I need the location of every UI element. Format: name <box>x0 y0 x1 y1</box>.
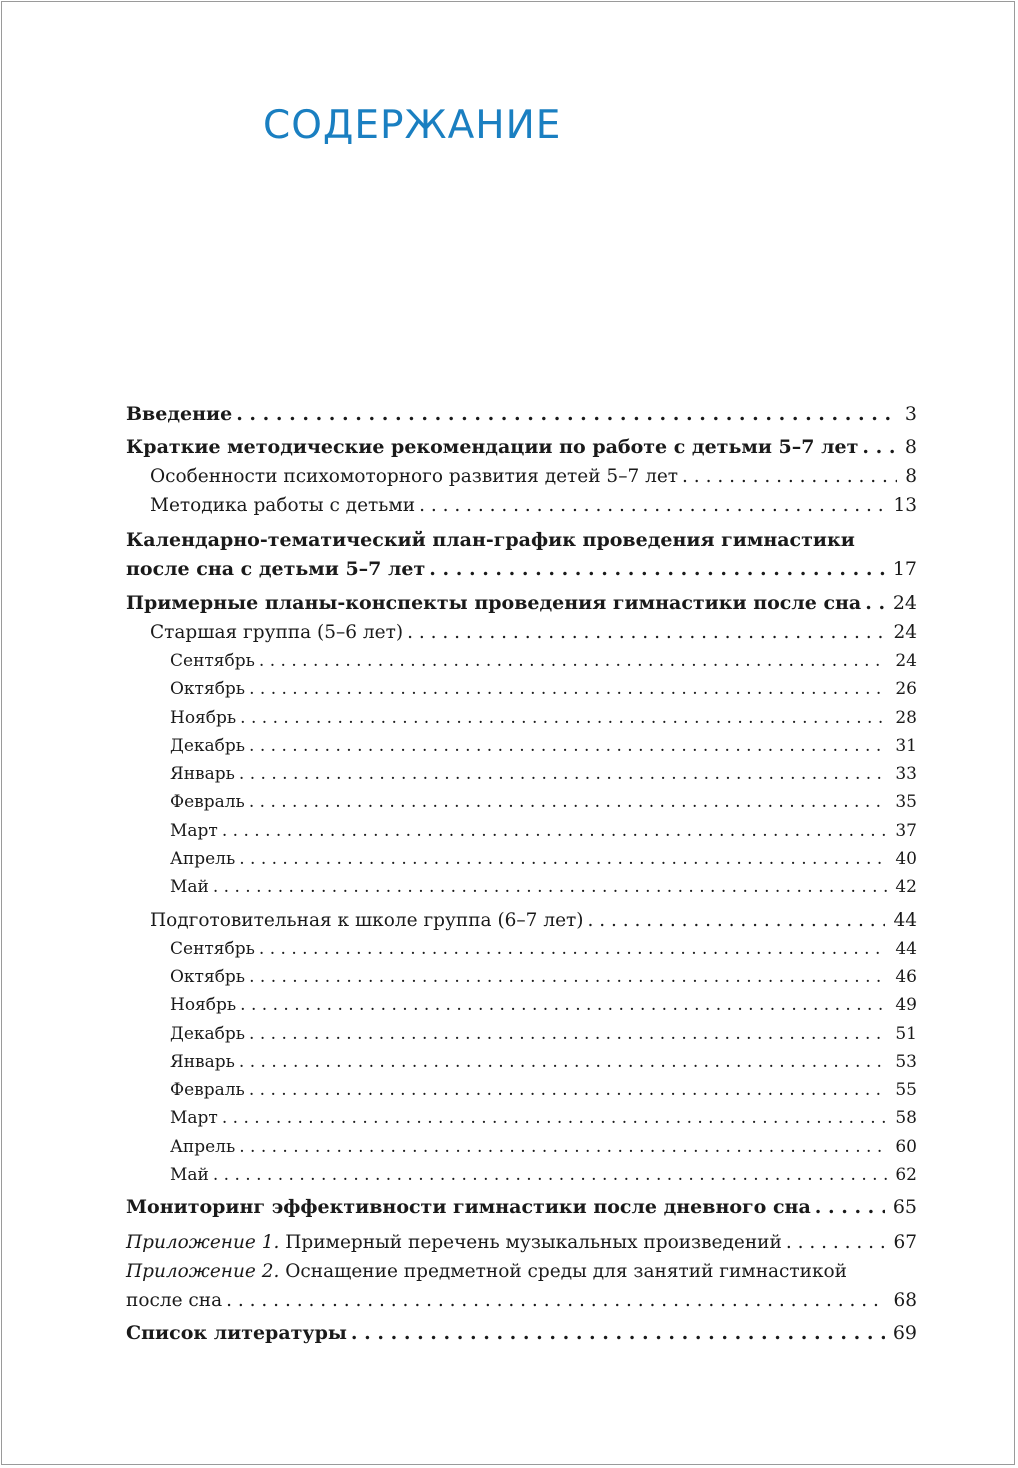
toc-entry-psychomotor[interactable] <box>126 462 917 491</box>
leader-dots <box>240 991 887 1019</box>
leader-dots <box>588 906 886 935</box>
toc-month-entry[interactable] <box>126 817 917 845</box>
leader-dots <box>222 1104 888 1132</box>
page-title: СОДЕРЖАНИЕ <box>263 103 562 148</box>
toc-entry-plan[interactable] <box>126 555 917 584</box>
toc-entry-references[interactable] <box>126 1319 917 1348</box>
toc-month-entry[interactable] <box>126 704 917 732</box>
toc-page-number: 8 <box>905 466 917 487</box>
toc-entry-text: Список литературы <box>126 1322 347 1345</box>
toc-page-number: 55 <box>895 1080 917 1101</box>
toc-entry-text: Мониторинг эффективности гимнастики после дневного сна <box>126 1196 811 1219</box>
toc-page-number: 24 <box>892 592 917 614</box>
toc-page-number: 60 <box>895 1136 917 1157</box>
toc-entry-text <box>126 1228 782 1257</box>
toc-entry-text: Подготовительная к школе группа (6–7 лет) <box>150 909 584 931</box>
appendix-label: Приложение 2. <box>126 1261 280 1283</box>
toc-entry-appendix-1[interactable] <box>126 1228 917 1257</box>
toc-entry-plan-line1[interactable]: Календарно-тематический план-график проведения гимнастики <box>126 529 855 551</box>
toc-entry-monitoring[interactable] <box>126 1193 917 1222</box>
toc-entry-appendix-2[interactable] <box>126 1286 917 1315</box>
toc-entry-text: после сна <box>126 1290 223 1312</box>
toc-entry-text: Октябрь <box>170 966 246 987</box>
toc-month-entry[interactable] <box>126 1048 917 1076</box>
toc-month-entry[interactable] <box>126 963 917 991</box>
toc-entry-text: Сентябрь <box>170 938 255 959</box>
leader-dots <box>259 935 887 963</box>
leader-dots <box>815 1193 885 1222</box>
leader-dots <box>249 963 887 991</box>
toc-entry-text: Февраль <box>170 1080 245 1101</box>
toc-entry-recommendations[interactable] <box>126 433 917 462</box>
toc-page-number: 58 <box>895 1108 917 1129</box>
toc-page-number: 37 <box>895 820 917 841</box>
toc-page-number: 44 <box>893 909 917 931</box>
leader-dots <box>249 788 888 816</box>
toc-page-number: 26 <box>895 679 917 700</box>
toc-month-entry[interactable] <box>126 1161 917 1189</box>
toc-page-number: 24 <box>893 622 917 643</box>
toc-entry-text: Сентябрь <box>170 651 255 671</box>
toc-entry-text: Примерные планы-конспекты проведения гимнастики после сна <box>126 592 862 614</box>
leader-dots <box>240 704 887 732</box>
toc-page-number: 13 <box>893 495 917 516</box>
toc-entry-appendix-2-line1[interactable] <box>126 1257 917 1286</box>
leader-dots <box>862 433 897 462</box>
toc-entry-text: Введение <box>126 403 233 425</box>
toc-month-entry[interactable] <box>126 760 917 788</box>
toc-month-entry[interactable] <box>126 935 917 963</box>
appendix-label: Приложение 1. <box>126 1232 280 1254</box>
toc-page-number: 53 <box>895 1051 917 1072</box>
leader-dots <box>226 1286 885 1315</box>
toc-entry-text: Январь <box>170 764 235 785</box>
leader-dots <box>419 491 885 520</box>
leader-dots <box>239 1133 887 1161</box>
toc-entry-text: Методика работы с детьми <box>150 495 416 516</box>
toc-page-number: 69 <box>892 1322 917 1345</box>
toc-page-number: 51 <box>895 1023 917 1044</box>
toc-entry-text: Апрель <box>170 1136 236 1157</box>
toc-page-number: 44 <box>895 938 917 959</box>
leader-dots <box>249 732 887 760</box>
toc-entry-outlines[interactable] <box>126 589 917 618</box>
toc-entry-text: Октябрь <box>170 679 246 700</box>
toc-month-entry[interactable] <box>126 1020 917 1048</box>
toc-page-number: 40 <box>895 849 917 870</box>
toc-month-entry[interactable] <box>126 675 917 703</box>
toc-entry-text: Особенности психомоторного развития детей 5–7 лет <box>150 466 679 487</box>
toc-entry-text: Февраль <box>170 792 245 813</box>
toc-entry-text: Май <box>170 1165 209 1186</box>
toc-entry-text: Ноябрь <box>170 995 237 1016</box>
toc-page-number: 33 <box>895 764 917 785</box>
toc-page-number: 67 <box>893 1232 917 1254</box>
leader-dots <box>259 647 887 675</box>
leader-dots <box>407 618 885 647</box>
toc-entry-intro[interactable] <box>126 400 917 429</box>
toc-entry-senior-group[interactable] <box>126 618 917 647</box>
leader-dots <box>239 1048 887 1076</box>
toc-page-number: 62 <box>895 1165 917 1186</box>
toc-entry-text: после сна с детьми 5–7 лет <box>126 558 426 580</box>
toc-page-number: 8 <box>904 436 917 458</box>
toc-month-entry[interactable] <box>126 1076 917 1104</box>
leader-dots <box>249 1076 888 1104</box>
leader-dots <box>222 817 888 845</box>
toc-month-entry[interactable] <box>126 647 917 675</box>
leader-dots <box>682 462 897 491</box>
leader-dots <box>249 1020 887 1048</box>
toc-month-entry[interactable] <box>126 1104 917 1132</box>
toc-month-entry[interactable] <box>126 1133 917 1161</box>
leader-dots <box>865 589 885 618</box>
leader-dots <box>213 873 887 901</box>
toc-entry-text: Апрель <box>170 849 236 870</box>
toc-month-entry[interactable] <box>126 873 917 901</box>
toc-page-number: 31 <box>895 735 917 756</box>
toc-page-number: 17 <box>892 558 917 580</box>
leader-dots <box>239 845 887 873</box>
toc-page-number: 46 <box>895 966 917 987</box>
leader-dots <box>429 555 885 584</box>
toc-page-number: 65 <box>892 1196 917 1219</box>
toc-entry-text: Декабрь <box>170 1023 246 1044</box>
toc-page-number: 68 <box>893 1290 917 1312</box>
table-of-contents <box>126 400 917 1348</box>
toc-page-number: 35 <box>895 792 917 813</box>
leader-dots <box>786 1228 886 1257</box>
leader-dots <box>239 760 887 788</box>
toc-entry-text: Краткие методические рекомендации по работе с детьми 5–7 лет <box>126 436 859 458</box>
toc-entry-text: Май <box>170 877 209 898</box>
toc-month-entry[interactable] <box>126 845 917 873</box>
toc-month-entry[interactable] <box>126 788 917 816</box>
toc-month-entry[interactable] <box>126 991 917 1019</box>
toc-entry-methods[interactable] <box>126 491 917 520</box>
toc-entry-text: Март <box>170 1108 218 1129</box>
leader-dots <box>249 675 887 703</box>
appendix-title: Оснащение предметной среды для занятий гимнастикой <box>279 1261 848 1283</box>
leader-dots <box>351 1319 885 1348</box>
toc-entry-text: Январь <box>170 1051 235 1072</box>
toc-entry-prep-group[interactable] <box>126 906 917 935</box>
leader-dots <box>236 400 897 429</box>
toc-entry-text: Ноябрь <box>170 707 237 728</box>
toc-page-number: 28 <box>895 707 917 728</box>
toc-page-number: 3 <box>904 403 917 425</box>
toc-entry-text: Декабрь <box>170 735 246 756</box>
appendix-title: Примерный перечень музыкальных произведений <box>279 1232 782 1254</box>
toc-entry-text: Старшая группа (5–6 лет) <box>150 622 404 643</box>
leader-dots <box>213 1161 887 1189</box>
toc-entry-text: Март <box>170 820 218 841</box>
toc-page-number: 24 <box>895 651 917 671</box>
toc-page-number: 42 <box>895 877 917 898</box>
toc-month-entry[interactable] <box>126 732 917 760</box>
toc-page-number: 49 <box>895 995 917 1016</box>
